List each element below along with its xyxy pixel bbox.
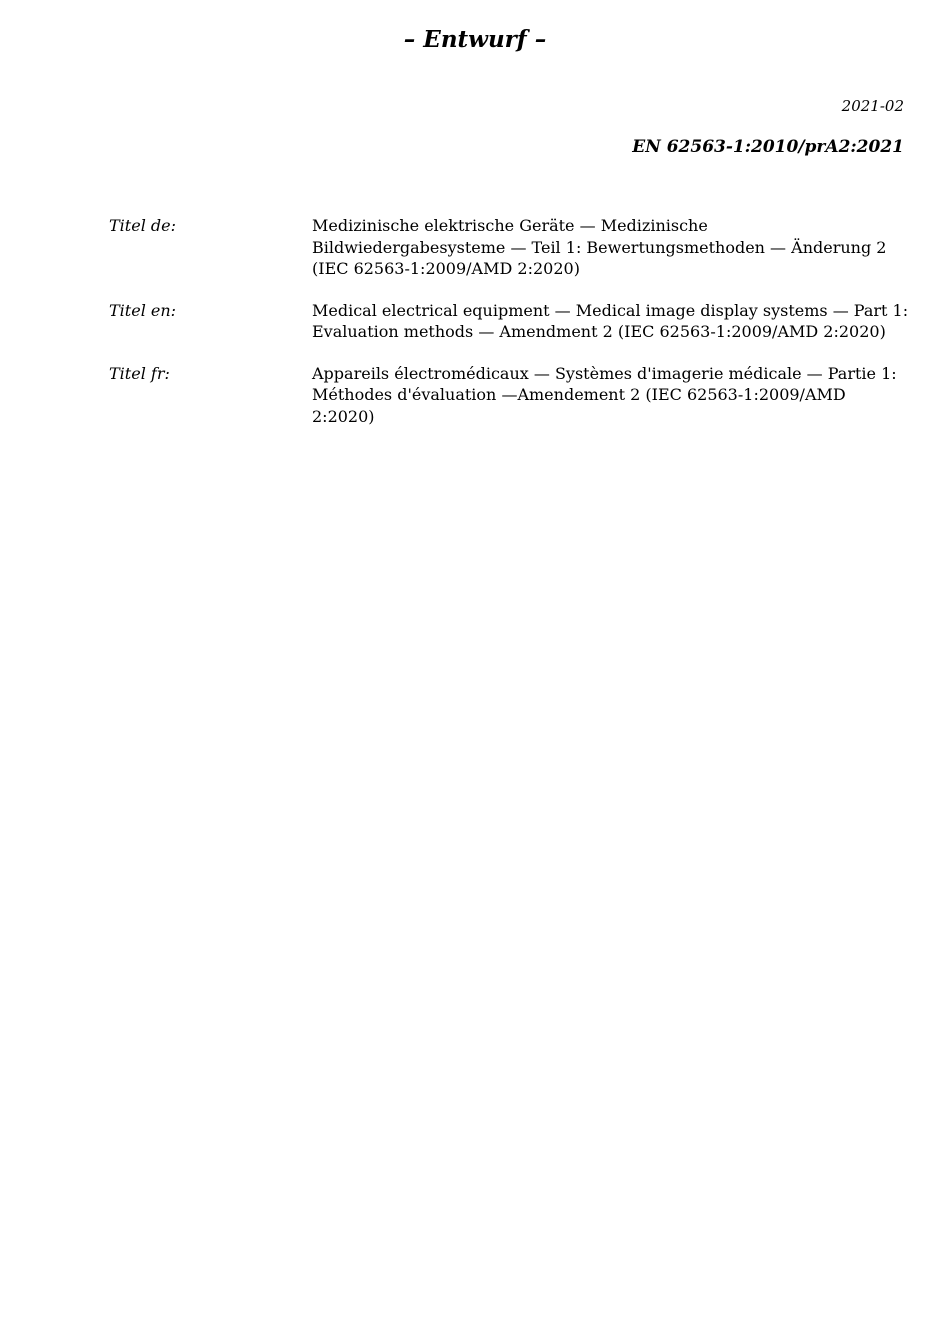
document-date: 2021-02 [841, 97, 904, 115]
title-row-en [109, 300, 909, 343]
title-label-de: Titel de: [109, 216, 176, 235]
title-row-fr [109, 363, 909, 428]
titles-section [109, 215, 909, 447]
title-row-de [109, 215, 909, 280]
title-text-en: Medical electrical equipment — Medical image display systems — Part 1: Evaluation methods — Amendment 2 (IEC 62563-1:2009/AMD 2:2020) [312, 300, 909, 341]
document-number: EN 62563-1:2010/prA2:2021 [632, 137, 904, 157]
title-label-en: Titel en: [109, 300, 177, 320]
title-text-de: Medizinische elektrische Geräte — Medizinische Bildwiedergabesysteme — Teil 1: Bewertungsmethoden — Änderung 2 (IEC 62563-1:2009/AMD 2:2020) [312, 216, 887, 278]
title-label-fr: Titel fr: [109, 363, 170, 383]
draft-heading: – Entwurf – [403, 26, 547, 53]
title-text-fr: Appareils électromédicaux — Systèmes d'imagerie médicale — Partie 1: Méthodes d'évaluation —Amendement 2 (IEC 62563-1:2009/AMD 2:2020) [312, 363, 897, 426]
